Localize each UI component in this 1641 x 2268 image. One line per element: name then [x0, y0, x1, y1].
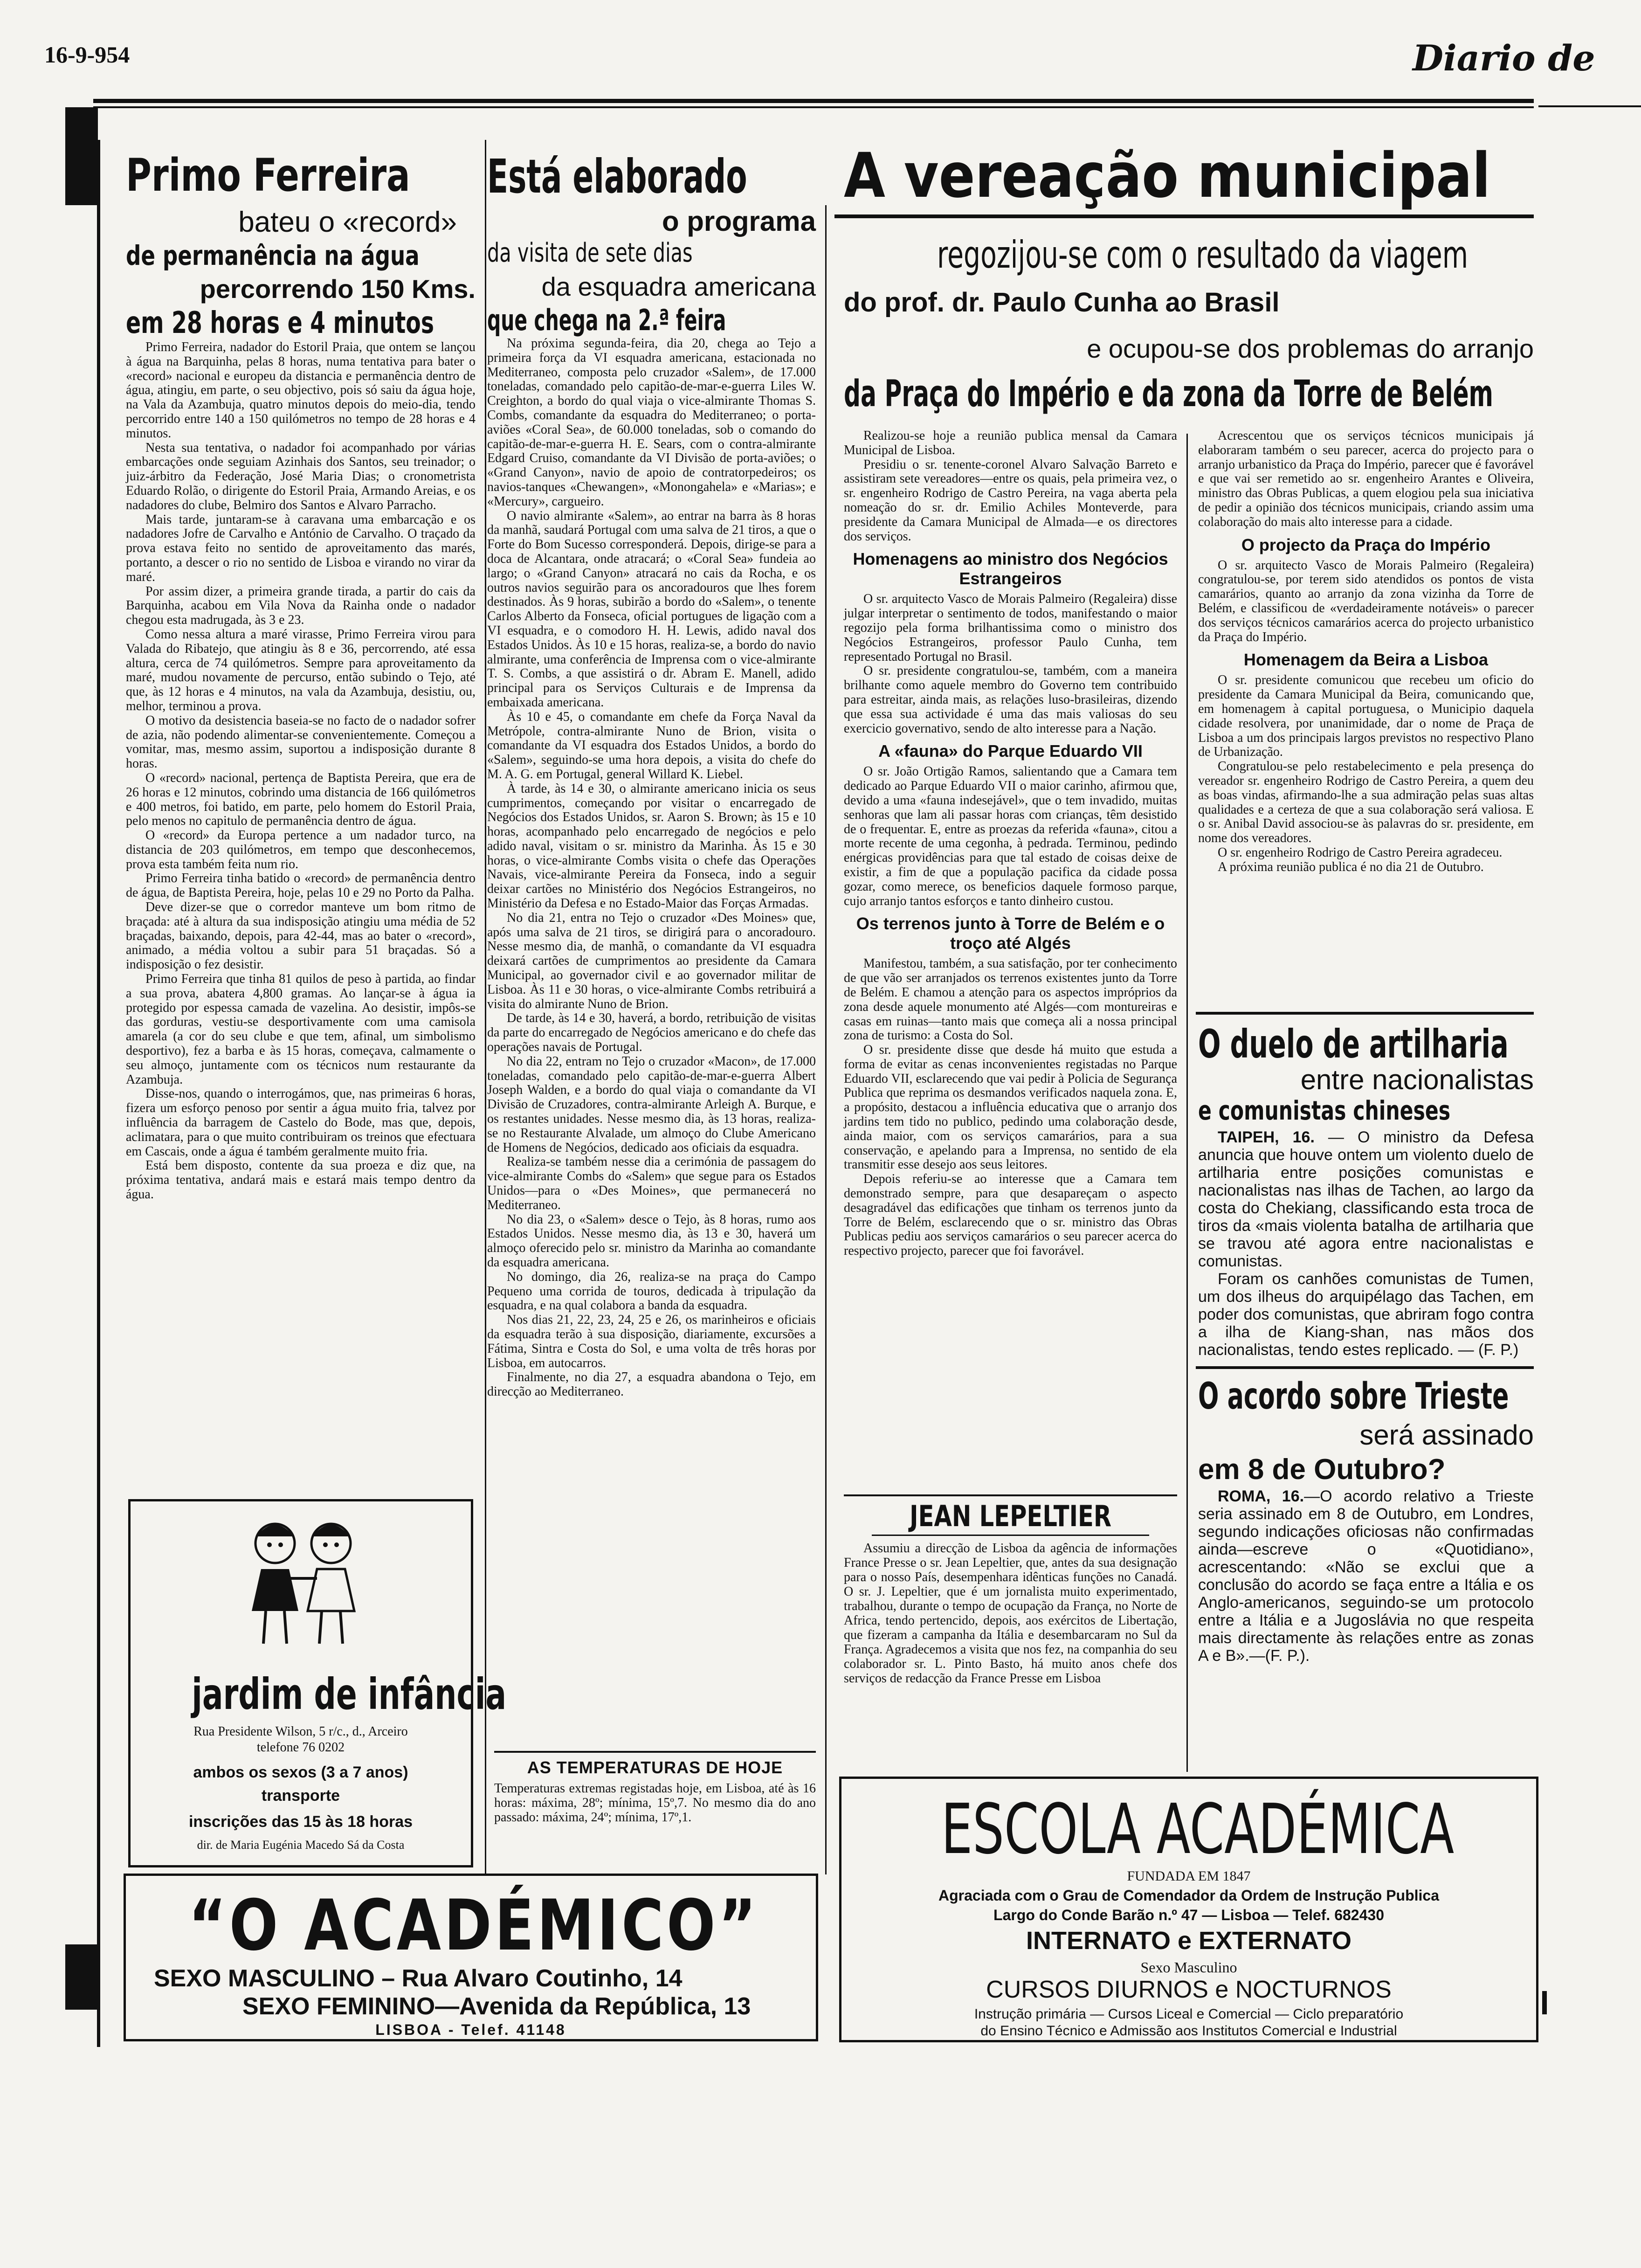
headline: Está elaborado [487, 149, 747, 204]
article-body: Primo Ferreira, nadador do Estoril Praia, que ontem se lançou à água na Barquinha, pelas 8 horas, numa tentativa para bater o «record» nacional e europeu da distancia e permanência dentro de água, atingiu, em parte, o seu objectivo, pois só saiu da água hoje, na Vala da Azambuja, quatro minutos depois do meio-dia, tendo percorrido entre 140 a 150 quilómetros no tempo de 28 horas e 4 minutos. Nesta sua tentativa, o nadador foi acompanhado por várias embarcações onde seguiam Azinhais dos Santos, seu treinador; o juiz-árbitro da Federação, José Maria Dias; o cronometrista Eduardo Rolão, o dirigente do Estoril Praia, Armando Areias, e os nadadores do clube, Belmiro dos Santos e Alvaro Parracho. Mais tarde, juntaram-se à caravana uma embarcação e os nadadores Jofre de Carvalho e António de Carvalho. O traçado da prova estava feito no sentido de aproveitamento das marés, portanto, a descer o rio no sentido de Lisboa e virando no virar da maré. Por assim dizer, a primeira grande tirada, a partir do cais da Barquinha, acabou em Vila Nova da Rainha onde o nadador chegou esta madrugada, às 3 e 23. Como nessa altura a maré virasse, Primo Ferreira virou para Valada do Ribatejo, que atingiu às 8 e 36, percorrendo, até essa altura, cerca de 74 quilómetros. Sempre para aproveitamento da maré, mudou novamente de percurso, então subindo o Tejo, até que, às 12 horas e 4 minutos, na vala da Azambuja, desistiu, ou, melhor, terminou a prova. O motivo da desistencia baseia-se no facto de o nadador sofrer de azia, não podendo alimentar-se convenientemente. Começou a vomitar, mas, mesmo assim, suportou a indisposição durante 8 horas. O «record» nacional, pertença de Baptista Pereira, que era de 26 horas e 12 minutos, cobrindo uma distancia de 166 quilómetros e 400 metros, foi batido, em parte, pelo homem do Estoril Praia, pelo menos no capitulo de permanência dentro de água. O «record» da Europa pertence a um nadador turco, na distancia de 203 quilómetros, em tempo que desconhecemos, prova esta também feita num rio. Primo Ferreira tinha batido o «record» de permanência dentro de água, de Baptista Pereira, hoje, pelas 10 e 29 no Porto da Palha. Deve dizer-se que o corredor manteve um bom ritmo de braçada: até à altura da sua indisposição atingiu uma média de 52 braçadas, baixando, depois, para 42-44, mas ao bater o «record», animado, a média voltou a subir para 51 braçadas. Só a indisposição o fez desistir. Primo Ferreira que tinha 81 quilos de peso à partida, ao findar a sua prova, abatera 4,800 gramas. Ao lançar-se à água ia protegido por espessa camada de vazelina. Ao desistir, impôs-se das gorduras, vestiu-se desportivamente com uma camisola amarela (a cor do seu clube e que tem, afinal, um simbolismo desportivo), fez a barba e às 15 horas, começava, calmamente o seu almoço, juntamente com os técnicos num restaurante da Azambuja. Disse-nos, quando o interrogámos, que, nas primeiras 6 horas, fizera um esforço penoso por sentir a água muito fria, talvez por influência da barragem de Castelo do Bode, mas que, depois, aclimatara, para o que muito contribuiram os treinos que efectuara em Cascais, onde a água é também geralmente muito fria. Está bem disposto, contente da sua proeza e diz que, na próxima tentativa, andará mais e estará mais tempo dentro da água. [126, 340, 476, 1202]
section-rule [844, 1494, 1177, 1496]
ad-line: LISBOA - Telef. 41148 [375, 2021, 566, 2038]
vereacao-column-a: Realizou-se hoje a reunião publica mensal da Camara Municipal de Lisboa. Presidiu o sr. tenente-coronel Alvaro Salvação Barreto e assistiram sete vereadores—entre os quais, pela primeira vez, o sr. engenheiro Rodrigo de Castro Pereira, na vaga aberta pela nomeação do sr. dr. Emilio Achiles Monteverde, para presidente da Camara Municipal de Almada—e os directores dos serviços. Homenagens ao ministro dos Negócios Estrangeiros O sr. arquitecto Vasco de Morais Palmeiro (Regaleira) disse julgar interpretar o sentimento de todos, manifestando o maior regozijo pela forma brilhantissima como o ministro dos Negócios Estrangeiros, professor Paulo Cunha, tem representado Portugal no Brasil. O sr. presidente congratulou-se, também, com a maneira brilhante como aquele membro do Governo tem contribuido para estreitar, ainda mais, as relações luso-brasileiras, dizendo que essa sua actividade é uma das mais valiosas do seu exercicio governativo, sendo de alto interesse para a Nação. A «fauna» do Parque Eduardo VII O sr. João Ortigão Ramos, salientando que a Camara tem dedicado ao Parque Eduardo VII o maior carinho, afirmou que, devido a uma «fauna indesejável», que o tem invadido, muitas senhoras que lam ali passar horas com crianças, têm desistido de o frequentar. E, entre as proezas da referida «fauna», citou a morte recente de uma cegonha, à pedrada. Terminou, pedindo enérgicas providências para que tal estado de coisas deixe de existir, a fim de que a população pacifica da cidade possa gozar, como merece, os beneficios daquele formoso parque, cujo arranjo tantos esforços e tanto dinheiro custou. Os terrenos junto à Torre de Belém e o troço até Algés Manifestou, também, a sua satisfação, por ter conhecimento de que vão ser arranjados os terrenos existentes junto da Torre de Belém. E chamou a atenção para os aspectos impróprios da zona desde aquele monumento até Algés—com montureiras e casas em ruinas—tanto mais que começa ali a nossa principal zona de turismo: a Costa do Sol. O sr. presidente disse que desde há muito que estuda a forma de evitar as cenas inconvenientes registadas no Parque Eduardo VII, esclarecendo que vai pedir à Policia de Segurança Publica que reprima os desmandos verificados naquela zona. E, a propósito, destacou a influência educativa que o arranjo dos jardins tem tido no publico, pedindo uma colaboração desde, ainda maior, com os serviços camarários, para a sua conservação, e apelando para a Imprensa, no sentido de ela transmitir esse desejo aos seus leitores. Depois referiu-se ao interesse que a Camara tem demonstrado sempre, para que desapareçam o aspecto desagradável das edificações que tinham os terrenos junto da Torre de Belém, esclarecendo que o sr. ministro das Obras Publicas pediu aos serviços camarários o seu parecer acerca do respectivo projecto, parecer que foi favorável. [844, 429, 1177, 1258]
subheadline: da esquadra americana [541, 272, 816, 301]
subheadline: percorrendo 150 Kms. [200, 274, 476, 304]
subheadline: do prof. dr. Paulo Cunha ao Brasil [844, 287, 1280, 318]
vereacao-sub1-wrap [937, 233, 1534, 275]
ad-line: SEXO MASCULINO – Rua Alvaro Coutinho, 14 [154, 1965, 683, 1992]
subheadline: que chega na 2.ª feira [487, 303, 726, 337]
ad-title: ESCOLA ACADÉMICA [941, 1789, 1455, 1869]
section-heading: O projecto da Praça do Império [1241, 535, 1491, 554]
article-body: Na próxima segunda-feira, dia 20, chega ao Tejo a primeira força da VI esquadra americana, estacionada no Mediterraneo, composta pelo cruzador «Salem», de 17.000 toneladas, comandado pelo capitão-de-mar-e-guerra Liles W. Creighton, a bordo do qual viaja o vice-almirante Thomas S. Combs, comandante da esquadra do Mediterraneo; o porta-aviões «Coral Sea», de 60.000 toneladas, sob o comando do capitão-de-mar-e-guerra H. E. Sears, com o contra-almirante Edgard Cruiso, comandante da VI Divisão de porta-aviões; o «Grand Canyon», navio de apoio de contratorpedeiros; os navios-tanques «Chewangen», «Monongahela» e «Marias»; e «Mercury», cargueiro. O navio almirante «Salem», ao entrar na barra às 8 horas da manhã, saudará Portugal com uma salva de 21 tiros, a que o Forte do Bom Sucesso corresponderá. Depois, dirige-se para a doca de Alcantara, onde atracará; o «Coral Sea» fundeia ao largo; o «Grand Canyon» atracará no cais da Rocha, e os outros navios seguirão para os ancoradouros que lhes forem destinados. Às 9 horas, subirão a bordo do «Salem», o tenente Carlos Alberto da Fonseca, oficial portugues de ligação com a VI esquadra, e o comodoro H. H. Lewis, adido naval dos Estados Unidos. Às 10 e 15 horas, realiza-se, a bordo do navio almirante, uma conferência de Imprensa com o vice-almirante T. S. Combs, a que assistirá o dr. Abram E. Manell, adido principal para os Serviços Culturais e de Imprensa da embaixada americana. Às 10 e 45, o comandante em chefe da Força Naval da Metrópole, contra-almirante Nuno de Brion, visita o comandante da VI esquadra dos Estados Unidos, a bordo do «Salem», seguindo-se uma hora depois, a visita do chefe do M. A. G. em Portugal, general Willard K. Liebel. À tarde, às 14 e 30, o almirante americano inicia os seus cumprimentos, começando por visitar o encarregado de Negócios dos Estados Unidos, sr. Aaron S. Brown; às 15 e 10 horas, acompanhado pelo encarregado de negócios e pelo adido naval, visitam o sr. ministro da Marinha. Às 15 e 30 horas, o vice-almirante Combs visita o chefe das Operações Navais, vice-almirante Pereira da Fonseca, indo a seguir deixar cartões no Ministério dos Negócios Estrangeiros, no Ministério da Defesa e no Estado-Maior das Forças Armadas. No dia 21, entra no Tejo o cruzador «Des Moines» que, após uma salva de 21 tiros, se dirigirá para o ancoradouro. Nesse mesmo dia, de manhã, o comandante da VI esquadra deixará cartões de cumprimentos ao presidente da Camara Municipal, ao governador civil e ao governador militar de Lisboa. Às 11 e 30 horas, o vice-almirante Combs retribuirá a visita do almirante Nuno de Brion. De tarde, às 14 e 30, haverá, a bordo, retribuição de visitas da parte do encarregado de Negócios americano e do chefe das operações navais de Portugal. No dia 22, entram no Tejo o cruzador «Macon», de 17.000 toneladas, comandado pelo capitão-de-mar-e-guerra Albert Joseph Walden, e a bordo do qual viaja o comandante da VI Divisão de Cruzadores, contra-almirante Arleigh A. Burque, e os restantes unidades. Nesse mesmo dia, às 13 horas, realiza-se no Restaurante Alvalade, um almoço do Clube Americano de Homens de Negócios, dedicado aos oficiais da esquadra. Realiza-se também nesse dia a cerimónia de passagem do vice-almirante Combs do «Salem» que segue para os Estados Unidos—para o «Des Moines», que permanecerá no Mediterraneo. No dia 23, o «Salem» desce o Tejo, às 8 horas, rumo aos Estados Unidos. Nesse mesmo dia, às 13 e 30, haverá um almoço oferecido pelo sr. ministro da Marinha ao comandante da esquadra americana. No domingo, dia 26, realiza-se na praça do Campo Pequeno uma corrida de touros, dedicada à tripulação da esquadra, e na qual colabora a banda da esquadra. Nos dias 21, 22, 23, 24, 25 e 26, os marinheiros e oficiais da esquadra terão à sua disposição, diariamente, excursões a Fátima, Sintra e Costa do Sol, e uma volta de três horas por Lisboa, em autocarros. Finalmente, no dia 27, a esquadra abandona o Tejo, em direcção ao Mediterraneo. [487, 336, 816, 1399]
ad-line: Instrução primária — Cursos Liceal e Comercial — Ciclo preparatório [974, 2006, 1404, 2022]
subheadline: será assinado [1359, 1419, 1534, 1451]
ad-o-academico [124, 1874, 818, 2041]
ad-line: ambos os sexos (3 a 7 anos) [193, 1763, 408, 1781]
article-trieste [1198, 1376, 1534, 1665]
temperature-title: AS TEMPERATURAS DE HOJE [527, 1758, 783, 1777]
masthead-rule [93, 99, 1534, 103]
vereacao-headline-wrap [844, 140, 1534, 212]
temperature-rule [494, 1751, 816, 1753]
ad-address: Rua Presidente Wilson, 5 r/c., d., Arceiro [193, 1724, 408, 1739]
ad-line: SEXO FEMININO—Avenida da República, 13 [242, 1993, 751, 2020]
column-rule-3 [1186, 434, 1188, 1772]
headline: Primo Ferreira [126, 149, 410, 201]
subheadline: da Praça do Império e da zona da Torre de Belém [844, 373, 1493, 415]
ad-line: CURSOS DIURNOS e NOCTURNOS [986, 1976, 1392, 2003]
subheadline: bateu o «record» [238, 206, 457, 238]
ad-line: Sexo Masculino [1140, 1959, 1237, 1976]
ad-jardim-de-infancia [128, 1499, 507, 1867]
article-body: Assumiu a direcção de Lisboa da agência de informações France Presse o sr. Jean Lepeltier, que, antes da sua designação para o nosso País, desempenhara idênticas funções no Canadá. O sr. J. Lepeltier, que é um jornalista muito experimentado, trabalhou, durante o tempo de ocupação da França, no Norte de Africa, tendo pertencido, depois, aos exércitos de Libertação, que fizeram a campanha da Itália e desembarcaram no Sul da França. Agradecemos a visita que nos fez, na companhia do seu colaborador sr. L. Pinto Basto, há muito anos chefe dos serviços de redacção da France Presse em Lisboa [844, 1541, 1177, 1686]
ad-line: FUNDADA EM 1847 [1127, 1868, 1251, 1884]
ad-line: INTERNATO e EXTERNATO [1026, 1927, 1352, 1955]
section-heading: Homenagens ao ministro dos Negócios Estrangeiros [853, 549, 1168, 588]
headline: O duelo de artilharia [1198, 1021, 1509, 1067]
temperature-text: Temperaturas extremas registadas hoje, em Lisboa, até às 16 horas: máxima, 28º; mínima, 15º,7. No mesmo dia do ano passado: máxima, 24º; mínima, 17º,1. [494, 1781, 816, 1825]
subheadline: e ocupou-se dos problemas do arranjo [1087, 334, 1534, 363]
ad-line: Agraciada com o Grau de Comendador da Ordem de Instrução Publica [938, 1887, 1440, 1904]
subheadline: e comunistas chineses [1198, 1096, 1451, 1126]
article-body: TAIPEH, 16. — O ministro da Defesa anuncia que houve ontem um violento duelo de artilharia entre posições comunistas e nacionalistas nas ilhas de Tachen, ao largo da costa do Chekiang, classificando esta troca de tiros da «mais violenta batalha de artilharia que se travou até agora entre nacionalistas e comunistas. Foram os canhões comunistas de Tumen, um dos ilheus do arquipélago das Tachen, em poder dos comunistas, que abriram fogo contra a ilha de Kiang-shan, nas mãos dos nacionalistas, tendo estes replicado. — (F. P.) [1198, 1128, 1534, 1359]
vereacao-column-b: Acrescentou que os serviços técnicos municipais já elaboraram também o seu parecer, acerca do projecto para o arranjo urbanistico da Praça do Império, parecer que é favorável e que vai ser remetido ao sr. engenheiro Arantes e Oliveira, ministro das Obras Publicas, a quem elogiou pela sua iniciativa de pedir a opinião dos técnicos municipais, criando assim uma colaboração do mais alto interesse para a cidade. O projecto da Praça do Império O sr. arquitecto Vasco de Morais Palmeiro (Regaleira) congratulou-se, por terem sido atendidos os pontos de vista camarários, quanto ao arranjo da zona vizinha da Torre de Belém, e classificou de «verdadeiramente notáveis» o parecer dos serviços técnicos camarários acerca do projecto urbanistico da Praça do Império. Homenagem da Beira a Lisboa O sr. presidente comunicou que recebeu um oficio do presidente da Camara Municipal da Beira, comunicando que, em homenagem à capital portuguesa, o Municipio daquela cidade resolvera, por unanimidade, dar o nome de Praça de Lisboa a um dos principais largos previstos no respectivo Plano de Urbanização. Congratulou-se pelo restabelecimento e pela presença do vereador sr. engenheiro Rodrigo de Castro Pereira, a quem deu as boas vindas, afirmando-lhe a sua admiração pelas suas altas qualidades e a certeza de que a sua colaboração será valiosa. E o sr. Anibal David associou-se às palavras do sr. presidente, em nome dos vereadores. O sr. engenheiro Rodrigo de Castro Pereira agradeceu. A próxima reunião publica é no dia 21 de Outubro. [1198, 429, 1534, 874]
ad-line: do Ensino Técnico e Admissão aos Institutos Comercial e Industrial [980, 2023, 1397, 2039]
subheadline: de permanência na água [126, 240, 420, 271]
column-rule-1 [485, 140, 486, 1874]
temperature-report [494, 1758, 816, 1825]
section-heading: Homenagem da Beira a Lisboa [1243, 650, 1489, 670]
article-esquadra-americana [487, 149, 816, 1399]
title-underline [872, 1535, 1149, 1536]
article-primo-ferreira [126, 149, 476, 1202]
headline-rule [834, 214, 1534, 218]
vereacao-sub4-wrap [844, 373, 1534, 415]
section-heading: Os terrenos junto à Torre de Belém e o troço até Algés [856, 914, 1165, 953]
ad-line: inscrições das 15 às 18 horas [188, 1813, 413, 1831]
subheadline: em 8 de Outubro? [1198, 1453, 1446, 1486]
ad-phone: telefone 76 0202 [256, 1740, 345, 1755]
section-heading: A «fauna» do Parque Eduardo VII [878, 741, 1143, 761]
section-rule [1196, 1012, 1534, 1015]
subheadline: regozijou-se com o resultado da viagem [937, 233, 1469, 277]
subheadline: da visita de sete dias [487, 238, 693, 268]
margin-marker-top [65, 107, 98, 205]
ad-escola-academica [839, 1777, 1538, 2042]
masthead-rule-right [1538, 105, 1641, 107]
masthead-rule-thin [93, 106, 1534, 108]
children-illustration [247, 1518, 359, 1653]
subheadline: entre nacionalistas [1300, 1064, 1534, 1095]
article-duelo-artilharia [1198, 1021, 1534, 1359]
headline: O acordo sobre Trieste [1198, 1376, 1509, 1418]
margin-marker-bottom [65, 1944, 98, 2010]
ad-title: “O ACADÉMICO” [188, 1885, 759, 1966]
ad-line: dir. de Maria Eugénia Macedo Sá da Costa [197, 1838, 405, 1852]
column-rule-2 [825, 205, 827, 1874]
headline: A vereação municipal [844, 140, 1491, 212]
margin-marker-right [1542, 1991, 1547, 2014]
ad-line: Largo do Conde Barão n.º 47 — Lisboa — Telef. 682430 [993, 1907, 1384, 1923]
issue-date: 16-9-954 [44, 41, 130, 68]
subheadline: o programa [662, 206, 816, 237]
subheadline: em 28 horas e 4 minutos [126, 306, 434, 340]
left-border [97, 140, 100, 2047]
article-body: ROMA, 16.—O acordo relativo a Trieste seria assinado em 8 de Outubro, em Londres, segundo indicações oficiosas não confirmadas ainda—escreve o «Quotidiano», acrescentando: «Não se exclui que a conclusão do acordo se faça entre a Itália e os Anglo-americanos, seguindo-se um protocolo entre a Itália e a Jugoslávia no que respeita mais directamente às relações entre as zonas A e B».—(F. P.). [1198, 1487, 1534, 1665]
headline: JEAN LEPELTIER [909, 1499, 1111, 1533]
article-jean-lepeltier [844, 1499, 1177, 1686]
paper-name: Diario de [1413, 37, 1595, 79]
ad-title: jardim de infância [192, 1669, 507, 1719]
section-rule [1196, 1366, 1534, 1369]
ad-line: transporte [261, 1787, 340, 1805]
